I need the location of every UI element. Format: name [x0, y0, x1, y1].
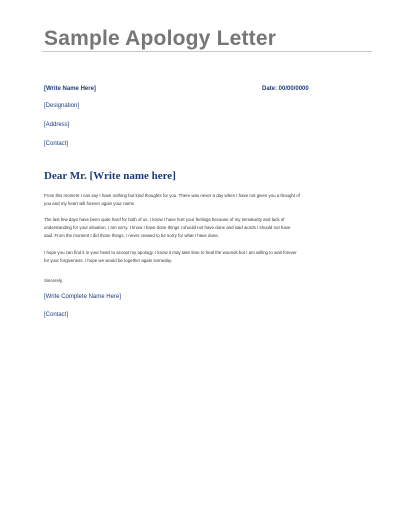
closing-text: Sincerely,: [44, 278, 63, 283]
paragraph-line: The last few days have been quite hard for both of us. I know I have hurt your feelings because of my immaturity and lack of: [44, 217, 285, 222]
signature-contact: [Contact]: [44, 312, 69, 318]
title-divider: [42, 51, 372, 52]
signature-name: [Write Complete Name Here]: [44, 294, 121, 300]
closing: [44, 277, 374, 285]
paragraph-line: you and my heart will forever again your name.: [44, 201, 136, 206]
page-title: Sample Apology Letter: [44, 27, 277, 50]
sender-name: [Write Name Here]: [44, 86, 96, 92]
paragraph-line: said. From the moment I did those things, I never ceased to be sorry for what I have done.: [44, 233, 219, 238]
paragraph-line: I hope you can find it in your heart to accept my apology. I know it may take time to heal the wounds but I am willing to wait forever: [44, 250, 297, 255]
sender-address: [Address]: [44, 122, 70, 128]
sender-contact: [Contact]: [44, 141, 69, 147]
paragraph-3: [44, 249, 374, 265]
paragraph-line: understanding for your situation. I am sorry. I know I have done things I should not have done and said words I should not have: [44, 225, 291, 230]
salutation: Dear Mr. [Write name here]: [44, 170, 176, 182]
paragraph-line: From this moment I can say I have nothing but kind thoughts for you. There was never a day when I have not given you a thought of: [44, 193, 300, 198]
paragraph-1: [44, 192, 374, 208]
paragraph-2: [44, 216, 374, 240]
paragraph-line: for your forgiveness. I hope we would be together again someday.: [44, 258, 173, 263]
letter-date: Date: 00/00/0000: [262, 86, 309, 92]
sender-designation: [Designation]: [44, 103, 80, 109]
